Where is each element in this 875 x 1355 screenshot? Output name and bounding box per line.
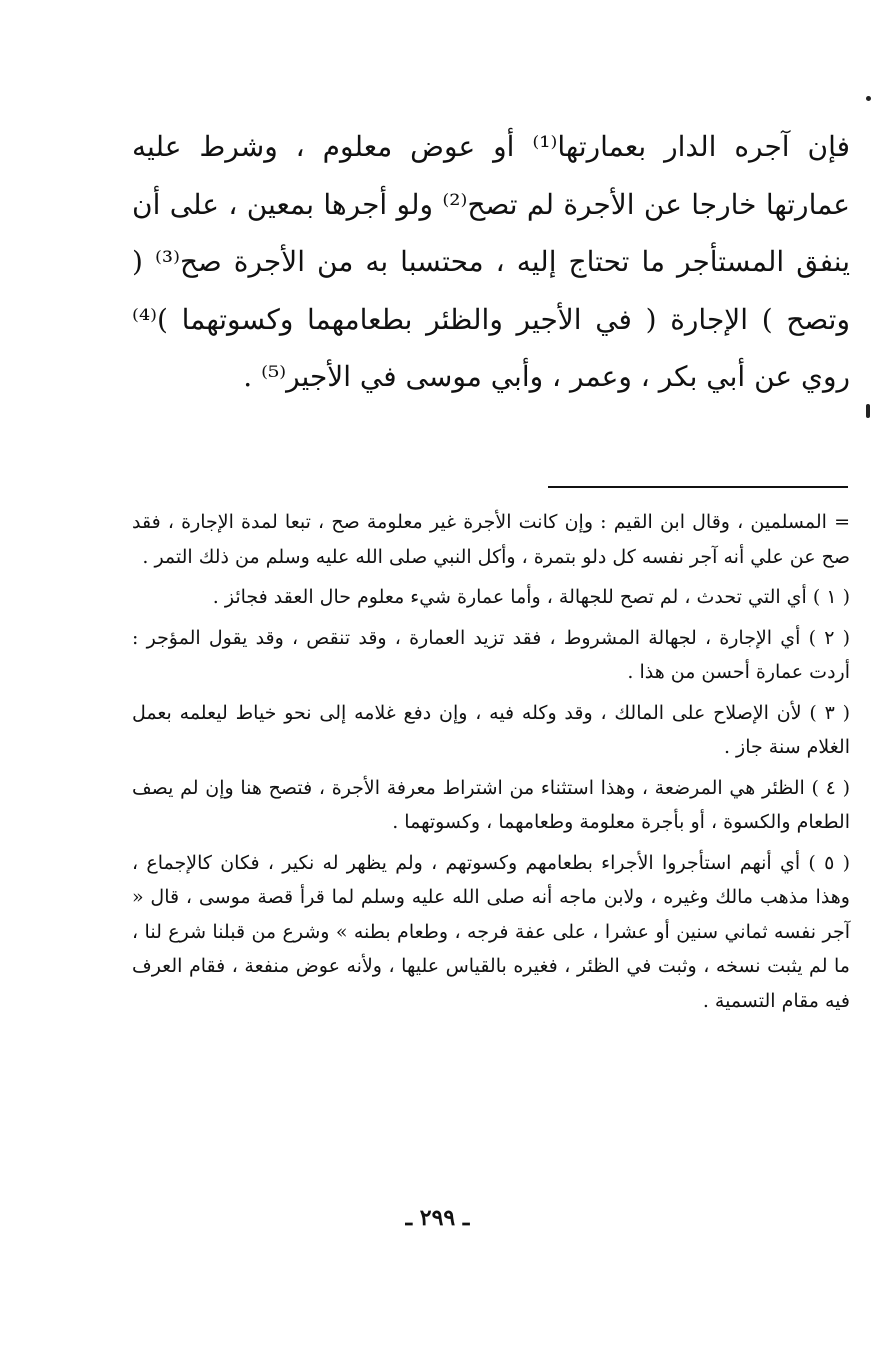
footnote-4: ( ٤ ) الظئر هي المرضعة ، وهذا استثناء من اشتراط معرفة الأجرة ، فتصح هنا وإن لم يصف الطعام والكسوة ، أو بأجرة معلومة وطعامهما ، وكسوتهما . [132,776,851,833]
footnote-continuation: = المسلمين ، وقال ابن القيم : وإن كانت الأجرة غير معلومة صح ، تبعا لمدة الإجارة ، فقد صح عن علي أنه آجر نفسه كل دلو بتمرة ، وأكل النبي صلى الله عليه وسلم من ذلك التمر . [132,511,850,568]
footnote-2: ( ٢ ) أي الإجارة ، لجهالة المشروط ، فقد تزيد العمارة ، وقد تنقص ، وقد يقول المؤجر : أردت عمارة أحسن من هذا . [132,626,851,683]
scan-speck [866,96,871,101]
main-paragraph: فإن آجره الدار بعمارتها⁽¹⁾ أو عوض معلوم ، وشرط عليه عمارتها خارجا عن الأجرة لم تصح⁽²⁾ ولو أجرها بمعين ، على أن ينفق المستأجر ما تحتاج إليه ، محتسبا به من الأجرة صح⁽³⁾ ( وتصح ) الإجارة ( في الأجير والظئر بطعامهما وكسوتهما )⁽⁴⁾ روي عن أبي بكر ، وعمر ، وأبي موسى في الأجير⁽⁵⁾ . [132,130,851,393]
page-number: ـ ٢٩٩ ـ [405,1205,470,1231]
scan-speck [866,404,870,418]
footnote-5: ( ٥ ) أي أنهم استأجروا الأجراء بطعامهم وكسوتهم ، ولم يظهر له نكير ، فكان كالإجماع ، وهذا مذهب مالك وغيره ، ولابن ماجه أنه صلى الله عليه وسلم لما قرأ قصة موسى ، قال « آجر نفسه ثماني سنين أو عشرا ، على عفة فرجه ، وطعام بطنه » وشرع من قبلنا شرع لنا ، ما لم يثبت نسخه ، وثبت في الظئر ، فغيره بالقياس عليها ، ولأنه عوض منفعة ، فقام العرف فيه مقام التسمية . [132,851,850,1012]
main-text-block [132,118,850,406]
footnotes-block [132,505,850,1024]
footnote-1: ( ١ ) أي التي تحدث ، لم تصح للجهالة ، وأما عمارة شيء معلوم حال العقد فجائز . [212,586,850,608]
footnote-3: ( ٣ ) لأن الإصلاح على المالك ، وقد وكله فيه ، وإن دفع غلامه إلى نحو خياط ليعلمه بعمل الغلام سنة جاز . [132,701,850,758]
footnote-separator [548,486,848,488]
